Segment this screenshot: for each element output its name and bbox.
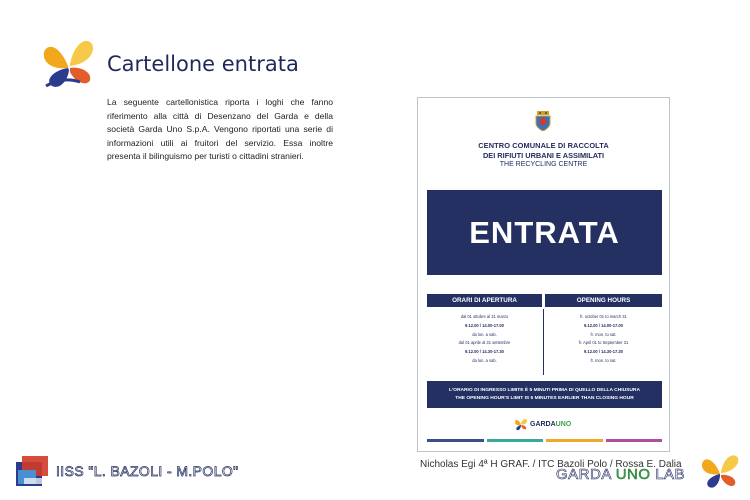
brand-part1: GARDA xyxy=(556,466,612,483)
hours-line: fr. April 01 to September 31 xyxy=(578,340,629,346)
hours-en-title: OPENING HOURS xyxy=(545,294,662,307)
poster-heading-1: CENTRO COMUNALE DI RACCOLTA xyxy=(478,141,609,150)
poster-heading-3: THE RECYCLING CENTRE xyxy=(499,161,588,168)
stripe xyxy=(487,439,544,442)
closing-notice-en: THE OPENING HOUR'S LIMIT IS 5 MINUTES EARLIER THAN CLOSING HOUR xyxy=(455,396,634,401)
hours-line: fr. october 01 to march 31 xyxy=(580,314,627,319)
closing-notice-it: L'ORARIO DI INGRESSO LIMITE È 5 MINUTI PRIMA DI QUELLO DELLA CHIUSURA xyxy=(449,388,640,393)
hours-line: 9.12.00 / 14.30-17.30 xyxy=(465,349,504,355)
page-title: Cartellone entrata xyxy=(107,52,299,76)
butterfly-logo-icon xyxy=(700,452,740,490)
stripe xyxy=(427,439,484,442)
garda-uno-logo xyxy=(514,416,578,432)
school-name: IISS "L. BAZOLI - M.POLO" xyxy=(56,463,239,479)
hours-line: dal 01 aprile al 31 settembre xyxy=(458,340,511,346)
entrance-poster xyxy=(417,97,670,452)
hours-line: fr. mon. to sat. xyxy=(590,331,617,337)
garda-wordmark-part1: GARDA xyxy=(530,420,556,428)
butterfly-logo-icon xyxy=(40,36,96,90)
hours-line: da lun. a sab. xyxy=(472,357,497,363)
stripe xyxy=(546,439,603,442)
hours-en-list xyxy=(545,313,662,366)
color-stripes xyxy=(427,439,662,442)
brand-part2: UNO xyxy=(615,466,651,483)
poster-heading-2: DEI RIFIUTI URBANI E ASSIMILATI xyxy=(482,151,605,160)
garda-butterfly-icon xyxy=(514,417,528,431)
entrance-label: ENTRATA xyxy=(427,190,662,275)
description-text: La seguente cartellonistica riporta i loghi che fanno riferimento alla città di Desenzano del Garda e della società Garda Uno S.p.A. Vengono riportati una serie di informazioni utili ai fruitori del servizio. Essa inoltre presenta il bilinguismo per turisti o cittadini stranieri. xyxy=(107,97,333,162)
hours-line: dal 01 ottobre al 31 marzo xyxy=(460,314,509,319)
city-crest-icon xyxy=(534,111,552,131)
closing-notice xyxy=(427,381,662,408)
hours-it-title: ORARI DI APERTURA xyxy=(427,294,542,307)
garda-wordmark-part2: UNO xyxy=(555,420,572,428)
hours-line: 9.12.00 / 14.00-17.00 xyxy=(584,322,623,328)
stripe xyxy=(606,439,663,442)
hours-line: da lun. a sab. xyxy=(472,331,497,337)
author-credit: Nicholas Egi 4ª H GRAF. / ITC Bazoli Polo / Rossa E. Dalia xyxy=(420,459,682,470)
garda-uno-wordmark xyxy=(530,421,571,428)
hours-divider xyxy=(543,309,544,375)
brand-part3: LAB xyxy=(655,466,686,483)
school-logo-icon xyxy=(14,452,50,488)
hours-it-list xyxy=(427,313,542,366)
hours-line: 9.12.00 / 14.30-17.30 xyxy=(584,349,623,355)
hours-line: 9.12.00 / 14.00-17.00 xyxy=(465,322,504,328)
garda-uno-lab-wordmark xyxy=(556,466,685,483)
hours-line: fr. mon. to sat. xyxy=(590,357,617,363)
